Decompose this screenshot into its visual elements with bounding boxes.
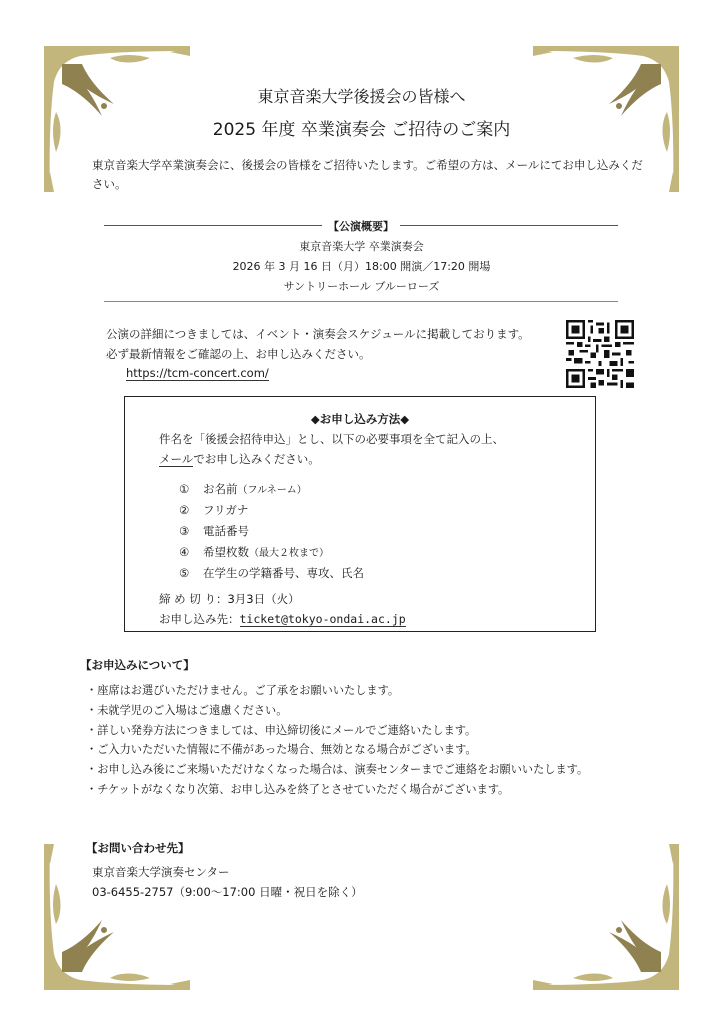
application-desc-line2: でお申し込みください。 xyxy=(193,452,320,466)
requirement-note: （フルネーム） xyxy=(237,485,307,496)
details-line2: 必ず最新情報をご確認の上、お申し込みください。 xyxy=(106,347,371,361)
contact-phone: 03-6455-2757（9:00〜17:00 日曜・祝日を除く） xyxy=(92,885,363,899)
intro-text: 東京音楽大学卒業演奏会に、後援会の皆様をご招待いたします。ご希望の方は、メールにてお申し込みください。 xyxy=(92,158,643,191)
contact-organization: 東京音楽大学演奏センター xyxy=(92,865,230,879)
requirement-number: ⑤ xyxy=(179,566,190,580)
notice-list xyxy=(86,681,666,800)
details-text xyxy=(106,324,556,364)
requirement-item xyxy=(179,544,329,560)
deadline-value: 3月3日（火） xyxy=(227,592,300,606)
requirement-note: （最大２枚まで） xyxy=(249,548,329,559)
requirement-number: ④ xyxy=(179,545,190,559)
concert-datetime: 2026 年 3 月 16 日（月）18:00 開演／17:20 開場 xyxy=(232,260,491,273)
application-mail-word: メール xyxy=(159,452,194,466)
overview-divider xyxy=(104,301,618,302)
overview-heading-row xyxy=(104,218,618,232)
overview-heading: 【公演概要】 xyxy=(322,220,400,233)
concert-venue: サントリーホール ブルーローズ xyxy=(283,280,440,293)
page-title-line2: 2025 年度 卒業演奏会 ご招待のご案内 xyxy=(212,120,511,140)
notice-item: ・ お申し込み後にご来場いただけなくなった場合は、演奏センターまでご連絡をお願いいたします。 xyxy=(86,760,666,780)
requirement-label: 電話番号 xyxy=(203,524,249,538)
deadline-row xyxy=(159,591,300,607)
requirement-number: ③ xyxy=(179,524,190,538)
notice-item: ・ 座席はお選びいただけません。ご了承をお願いいたします。 xyxy=(86,681,666,701)
requirement-item xyxy=(179,502,248,518)
notice-item: ・ 詳しい発券方法につきましては、申込締切後にメールでご連絡いたします。 xyxy=(86,721,666,741)
application-method-box xyxy=(124,396,596,632)
email-label: お申し込み先： xyxy=(159,612,240,626)
application-title: ◆お申し込み方法◆ xyxy=(310,412,410,426)
requirement-number: ① xyxy=(179,482,190,496)
contact-heading: 【お問い合わせ先】 xyxy=(86,841,190,855)
page-title-line1: 東京音楽大学後援会の皆様へ xyxy=(257,87,466,106)
requirement-label: お名前 xyxy=(203,482,238,496)
application-description xyxy=(159,429,579,469)
requirement-label: 在学生の学籍番号、専攻、氏名 xyxy=(203,566,364,580)
application-desc-line1: 件名を「後援会招待申込」とし、以下の必要事項を全て記入の上、 xyxy=(159,432,504,446)
requirement-item xyxy=(179,565,364,581)
email-link[interactable]: ticket@tokyo-ondai.ac.jp xyxy=(239,612,406,626)
notice-heading: 【お申込みについて】 xyxy=(80,658,195,672)
requirement-item xyxy=(179,481,307,497)
requirement-label: 希望枚数 xyxy=(203,545,249,559)
details-line1: 公演の詳細につきましては、イベント・演奏会スケジュールに掲載しております。 xyxy=(106,327,530,341)
deadline-label: 締 め 切 り： xyxy=(159,592,228,606)
requirement-label: フリガナ xyxy=(203,503,249,517)
notice-item: ・ チケットがなくなり次第、お申し込みを終了とさせていただく場合がございます。 xyxy=(86,780,666,800)
notice-item: ・ 未就学児のご入場はご遠慮ください。 xyxy=(86,701,666,721)
corner-ornament-bottom-right xyxy=(533,844,683,994)
requirement-item xyxy=(179,523,249,539)
requirement-number: ② xyxy=(179,503,190,517)
email-row xyxy=(159,611,406,627)
schedule-link[interactable]: https://tcm-concert.com/ xyxy=(126,366,269,380)
concert-name: 東京音楽大学 卒業演奏会 xyxy=(299,240,424,253)
qr-code-icon[interactable] xyxy=(566,320,634,388)
notice-item: ・ ご入力いただいた情報に不備があった場合、無効となる場合がございます。 xyxy=(86,740,666,760)
